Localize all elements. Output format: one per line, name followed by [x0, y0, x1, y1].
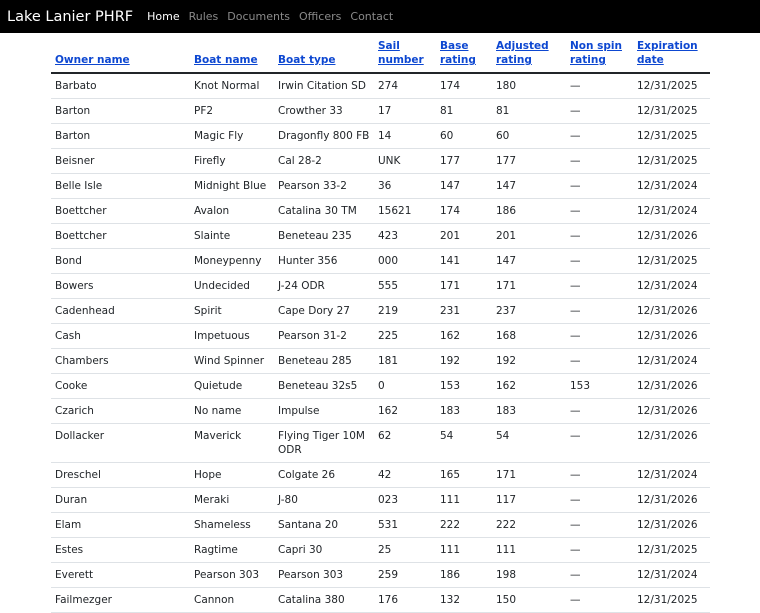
cell-owner: Belle Isle	[51, 174, 190, 199]
table-row	[51, 149, 710, 174]
cell-adjusted: 60	[492, 124, 566, 149]
cell-sail: 25	[374, 538, 436, 563]
cell-expiration: 12/31/2026	[633, 513, 710, 538]
cell-boat: Avalon	[190, 199, 274, 224]
table-row	[51, 249, 710, 274]
cell-base: 132	[436, 588, 492, 613]
cell-sail: UNK	[374, 149, 436, 174]
cell-boat: Magic Fly	[190, 124, 274, 149]
cell-boat: Impetuous	[190, 324, 274, 349]
cell-nonspin: —	[566, 424, 633, 463]
cell-adjusted: 171	[492, 274, 566, 299]
column-header-expiration	[633, 35, 710, 73]
cell-boat: Undecided	[190, 274, 274, 299]
cell-base: 192	[436, 349, 492, 374]
cell-expiration: 12/31/2025	[633, 124, 710, 149]
cell-owner: Barbato	[51, 73, 190, 99]
cell-owner: Czarich	[51, 399, 190, 424]
nav-link-documents[interactable]: Documents	[227, 10, 291, 23]
cell-nonspin: —	[566, 299, 633, 324]
cell-expiration: 12/31/2024	[633, 349, 710, 374]
cell-base: 183	[436, 399, 492, 424]
cell-adjusted: 117	[492, 488, 566, 513]
cell-owner: Estes	[51, 538, 190, 563]
cell-nonspin: —	[566, 399, 633, 424]
cell-nonspin: —	[566, 349, 633, 374]
cell-owner: Beisner	[51, 149, 190, 174]
table-row	[51, 274, 710, 299]
cell-boat: Pearson 303	[190, 563, 274, 588]
nav-link-officers[interactable]: Officers	[299, 10, 342, 23]
table-row	[51, 424, 710, 463]
cell-type: Catalina 380	[274, 588, 374, 613]
cell-type: Irwin Citation SD	[274, 73, 374, 99]
cell-nonspin: —	[566, 324, 633, 349]
cell-boat: Ragtime	[190, 538, 274, 563]
cell-owner: Boettcher	[51, 199, 190, 224]
cell-type: Cape Dory 27	[274, 299, 374, 324]
cell-nonspin: —	[566, 488, 633, 513]
table-body	[51, 73, 710, 613]
cell-type: Hunter 356	[274, 249, 374, 274]
cell-sail: 531	[374, 513, 436, 538]
cell-sail: 181	[374, 349, 436, 374]
cell-adjusted: 192	[492, 349, 566, 374]
cell-base: 201	[436, 224, 492, 249]
cell-expiration: 12/31/2026	[633, 324, 710, 349]
cell-adjusted: 177	[492, 149, 566, 174]
nav-link-home[interactable]: Home	[147, 10, 180, 23]
cell-boat: Quietude	[190, 374, 274, 399]
cell-owner: Duran	[51, 488, 190, 513]
cell-type: Crowther 33	[274, 99, 374, 124]
cell-adjusted: 183	[492, 399, 566, 424]
cell-owner: Bowers	[51, 274, 190, 299]
cell-expiration: 12/31/2024	[633, 174, 710, 199]
cell-owner: Cash	[51, 324, 190, 349]
cell-boat: Hope	[190, 463, 274, 488]
cell-expiration: 12/31/2026	[633, 374, 710, 399]
cell-boat: Shameless	[190, 513, 274, 538]
brand-title[interactable]: Lake Lanier PHRF	[7, 8, 134, 25]
cell-sail: 274	[374, 73, 436, 99]
sort-link-base[interactable]: Base rating	[440, 40, 476, 66]
cell-nonspin: —	[566, 149, 633, 174]
table-row	[51, 399, 710, 424]
cell-nonspin: —	[566, 73, 633, 99]
cell-nonspin: —	[566, 249, 633, 274]
cell-nonspin: —	[566, 588, 633, 613]
cell-sail: 555	[374, 274, 436, 299]
cell-owner: Barton	[51, 124, 190, 149]
cell-base: 177	[436, 149, 492, 174]
cell-sail: 42	[374, 463, 436, 488]
cell-type: Beneteau 285	[274, 349, 374, 374]
cell-type: Colgate 26	[274, 463, 374, 488]
top-navbar	[0, 0, 760, 33]
cell-boat: Meraki	[190, 488, 274, 513]
sort-link-type[interactable]: Boat type	[278, 54, 336, 66]
cell-adjusted: 201	[492, 224, 566, 249]
cell-owner: Chambers	[51, 349, 190, 374]
cell-sail: 219	[374, 299, 436, 324]
cell-sail: 259	[374, 563, 436, 588]
table-row	[51, 124, 710, 149]
cell-nonspin: —	[566, 124, 633, 149]
cell-adjusted: 198	[492, 563, 566, 588]
column-header-adjusted	[492, 35, 566, 73]
cell-expiration: 12/31/2025	[633, 249, 710, 274]
cell-nonspin: —	[566, 174, 633, 199]
cell-type: J-80	[274, 488, 374, 513]
cell-expiration: 12/31/2024	[633, 199, 710, 224]
cell-nonspin: —	[566, 538, 633, 563]
nav-link-contact[interactable]: Contact	[350, 10, 394, 23]
cell-base: 174	[436, 199, 492, 224]
cell-base: 171	[436, 274, 492, 299]
nav-link-rules[interactable]: Rules	[188, 10, 219, 23]
cell-adjusted: 147	[492, 249, 566, 274]
cell-owner: Boettcher	[51, 224, 190, 249]
cell-adjusted: 150	[492, 588, 566, 613]
table-row	[51, 73, 710, 99]
cell-nonspin: —	[566, 224, 633, 249]
cell-type: Beneteau 235	[274, 224, 374, 249]
cell-sail: 176	[374, 588, 436, 613]
table-row	[51, 349, 710, 374]
sort-link-owner[interactable]: Owner name	[55, 54, 130, 66]
cell-sail: 023	[374, 488, 436, 513]
cell-sail: 17	[374, 99, 436, 124]
cell-type: Capri 30	[274, 538, 374, 563]
cell-owner: Cadenhead	[51, 299, 190, 324]
cell-expiration: 12/31/2024	[633, 463, 710, 488]
column-header-nonspin	[566, 35, 633, 73]
cell-boat: Moneypenny	[190, 249, 274, 274]
cell-boat: Maverick	[190, 424, 274, 463]
cell-boat: Cannon	[190, 588, 274, 613]
cell-adjusted: 222	[492, 513, 566, 538]
table-row	[51, 538, 710, 563]
cell-type: J-24 ODR	[274, 274, 374, 299]
cell-sail: 15621	[374, 199, 436, 224]
cell-base: 111	[436, 488, 492, 513]
sort-link-expiration[interactable]: Expiration date	[637, 40, 698, 66]
cell-sail: 000	[374, 249, 436, 274]
cell-nonspin: —	[566, 199, 633, 224]
column-header-owner	[51, 35, 190, 73]
table-row	[51, 513, 710, 538]
cell-expiration: 12/31/2024	[633, 563, 710, 588]
cell-expiration: 12/31/2026	[633, 488, 710, 513]
cell-nonspin: —	[566, 463, 633, 488]
cell-type: Catalina 30 TM	[274, 199, 374, 224]
cell-adjusted: 171	[492, 463, 566, 488]
cell-sail: 62	[374, 424, 436, 463]
cell-nonspin: —	[566, 99, 633, 124]
cell-sail: 36	[374, 174, 436, 199]
cell-adjusted: 81	[492, 99, 566, 124]
cell-nonspin: —	[566, 513, 633, 538]
sort-link-boat[interactable]: Boat name	[194, 54, 258, 66]
cell-adjusted: 180	[492, 73, 566, 99]
cell-expiration: 12/31/2026	[633, 299, 710, 324]
cell-base: 81	[436, 99, 492, 124]
table-row	[51, 99, 710, 124]
cell-expiration: 12/31/2025	[633, 538, 710, 563]
cell-boat: No name	[190, 399, 274, 424]
cell-owner: Everett	[51, 563, 190, 588]
cell-expiration: 12/31/2025	[633, 99, 710, 124]
cell-base: 174	[436, 73, 492, 99]
cell-owner: Barton	[51, 99, 190, 124]
cell-base: 54	[436, 424, 492, 463]
cell-adjusted: 162	[492, 374, 566, 399]
cell-nonspin: —	[566, 563, 633, 588]
cell-sail: 423	[374, 224, 436, 249]
table-row	[51, 463, 710, 488]
cell-nonspin: —	[566, 274, 633, 299]
cell-owner: Dreschel	[51, 463, 190, 488]
cell-base: 222	[436, 513, 492, 538]
cell-base: 147	[436, 174, 492, 199]
cell-boat: Midnight Blue	[190, 174, 274, 199]
cell-expiration: 12/31/2025	[633, 73, 710, 99]
cell-expiration: 12/31/2024	[633, 274, 710, 299]
cell-base: 186	[436, 563, 492, 588]
table-header-row	[51, 35, 710, 73]
cell-base: 231	[436, 299, 492, 324]
cell-type: Impulse	[274, 399, 374, 424]
cell-type: Beneteau 32s5	[274, 374, 374, 399]
sort-link-adjusted[interactable]: Adjusted rating	[496, 40, 549, 66]
table-row	[51, 588, 710, 613]
cell-owner: Dollacker	[51, 424, 190, 463]
table-row	[51, 224, 710, 249]
ratings-table	[51, 35, 710, 613]
cell-sail: 225	[374, 324, 436, 349]
cell-base: 153	[436, 374, 492, 399]
sort-link-nonspin[interactable]: Non spin rating	[570, 40, 622, 66]
cell-owner: Elam	[51, 513, 190, 538]
cell-adjusted: 147	[492, 174, 566, 199]
cell-base: 141	[436, 249, 492, 274]
table-row	[51, 174, 710, 199]
cell-expiration: 12/31/2026	[633, 224, 710, 249]
cell-type: Dragonfly 800 FB	[274, 124, 374, 149]
cell-owner: Bond	[51, 249, 190, 274]
cell-boat: Wind Spinner	[190, 349, 274, 374]
cell-boat: PF2	[190, 99, 274, 124]
cell-adjusted: 237	[492, 299, 566, 324]
table-row	[51, 563, 710, 588]
cell-sail: 0	[374, 374, 436, 399]
cell-type: Pearson 31-2	[274, 324, 374, 349]
cell-boat: Spirit	[190, 299, 274, 324]
cell-boat: Firefly	[190, 149, 274, 174]
cell-owner: Failmezger	[51, 588, 190, 613]
cell-boat: Knot Normal	[190, 73, 274, 99]
table-row	[51, 299, 710, 324]
column-header-boat	[190, 35, 274, 73]
column-header-sail	[374, 35, 436, 73]
column-header-type	[274, 35, 374, 73]
cell-base: 162	[436, 324, 492, 349]
cell-sail: 14	[374, 124, 436, 149]
cell-expiration: 12/31/2025	[633, 588, 710, 613]
cell-expiration: 12/31/2026	[633, 399, 710, 424]
cell-type: Flying Tiger 10M ODR	[274, 424, 374, 463]
table-row	[51, 324, 710, 349]
cell-owner: Cooke	[51, 374, 190, 399]
table-row	[51, 199, 710, 224]
cell-sail: 162	[374, 399, 436, 424]
cell-expiration: 12/31/2025	[633, 149, 710, 174]
cell-type: Pearson 33-2	[274, 174, 374, 199]
cell-adjusted: 54	[492, 424, 566, 463]
cell-adjusted: 111	[492, 538, 566, 563]
cell-base: 60	[436, 124, 492, 149]
table-row	[51, 488, 710, 513]
cell-base: 111	[436, 538, 492, 563]
cell-expiration: 12/31/2026	[633, 424, 710, 463]
cell-type: Pearson 303	[274, 563, 374, 588]
cell-nonspin: 153	[566, 374, 633, 399]
column-header-base	[436, 35, 492, 73]
cell-base: 165	[436, 463, 492, 488]
sort-link-sail[interactable]: Sail number	[378, 40, 424, 66]
cell-type: Cal 28-2	[274, 149, 374, 174]
cell-boat: Slainte	[190, 224, 274, 249]
cell-adjusted: 186	[492, 199, 566, 224]
table-row	[51, 374, 710, 399]
cell-type: Santana 20	[274, 513, 374, 538]
cell-adjusted: 168	[492, 324, 566, 349]
